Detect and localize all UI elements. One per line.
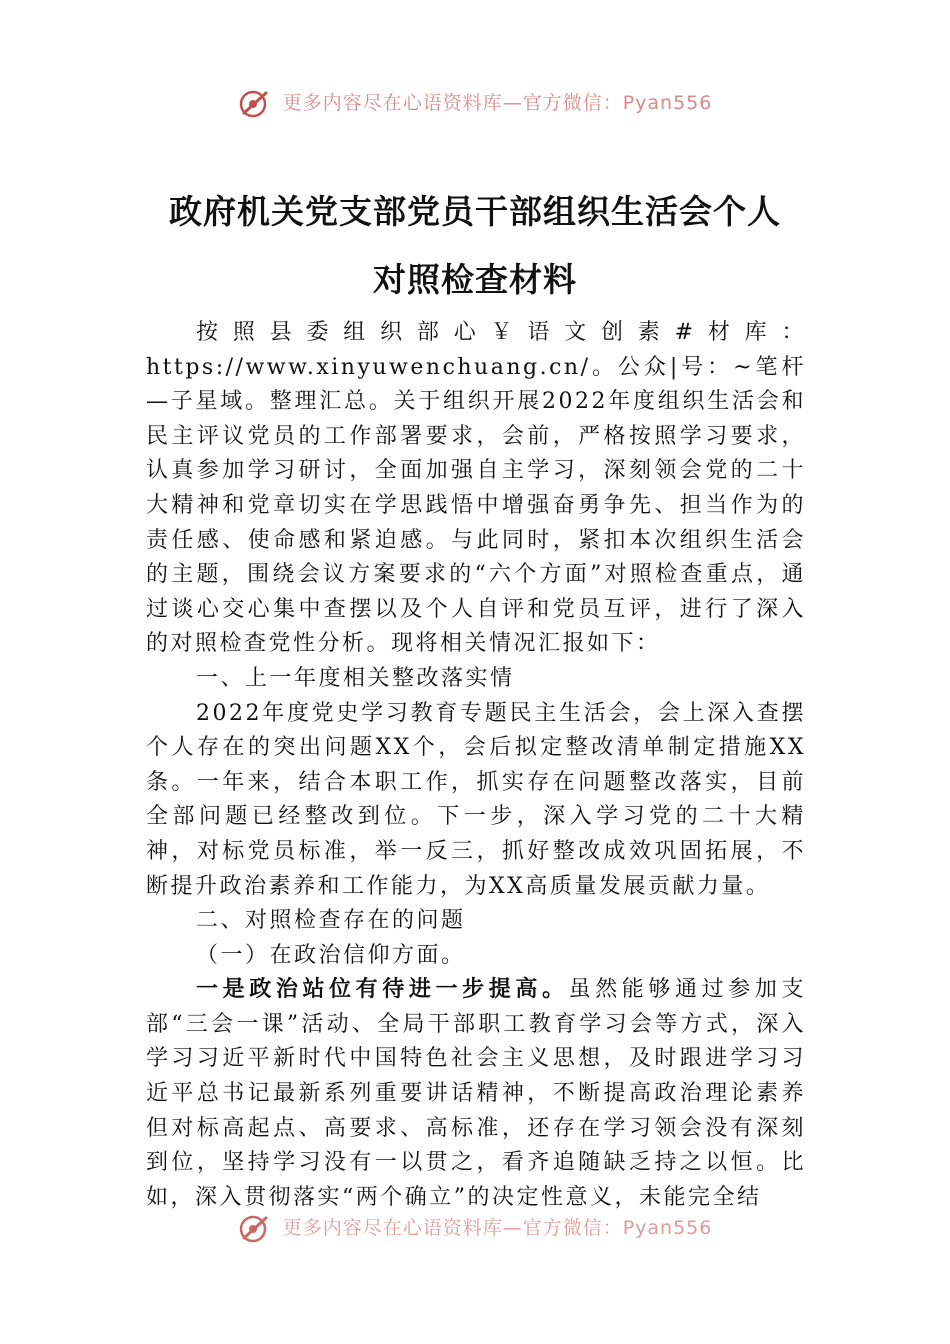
watermark-footer (0, 1213, 950, 1244)
document-title-line2: 对照检查材料 (373, 260, 577, 299)
brush-logo-icon (238, 89, 272, 119)
watermark-header (0, 88, 950, 119)
section1-heading: 一、上一年度相关整改落实情 (196, 665, 515, 691)
section2-heading: 二、对照检查存在的问题 (196, 908, 466, 934)
intro-paragraph: 按照县委组织部心￥语文创素#材库：https://www.xinyuwenchuang.cn/。公众|号：~笔杆—子星域。整理汇总。关于组织开展2022年度组织生活会和民主评议党员的工作部署要求，会前，严格按照学习要求，认真参加学习研讨，全面加强自主学习，深刻领会党的二十大精神和党章切实在学思践悟中增强奋勇争先、担当作为的责任感、使命感和紧迫感。与此同时，紧扣本次组织生活会的主题，围绕会议方案要求的“六个方面”对照检查重点，通过谈心交心集中查摆以及个人自评和党员互评，进行了深入的对照检查党性分析。现将相关情况汇报如下： (146, 320, 806, 657)
watermark-text: 更多内容尽在心语资料库—官方微信：Pyan556 (282, 1217, 713, 1239)
document-title-line1: 政府机关党支部党员干部组织生活会个人 (169, 192, 781, 231)
subsection1-heading: （一）在政治信仰方面。 (196, 942, 466, 968)
point1-paragraph (146, 973, 806, 1215)
watermark-text: 更多内容尽在心语资料库—官方微信：Pyan556 (282, 92, 713, 114)
point1-lead: 一是政治站位有待进一步提高。 (196, 977, 569, 1003)
point1-body: 虽然能够通过参加支部“三会一课”活动、全局干部职工教育学习会等方式，深入学习习近平新时代中国特色社会主义思想，及时跟进学习习近平总书记最新系列重要讲话精神，不断提高政治理论素养但对标高起点、高要求、高标准，还存在学习领会没有深刻到位，坚持学习没有一以贯之，看齐追随缺乏持之以恒。比如，深入贯彻落实“两个确立”的决定性意义，未能完全结 (146, 977, 806, 1210)
section1-paragraph: 2022年度党史学习教育专题民主生活会，会上深入查摆个人存在的突出问题XX个，会后拟定整改清单制定措施XX条。一年来，结合本职工作，抓实存在问题整改落实，目前全部问题已经整改到位。下一步，深入学习党的二十大精神，对标党员标准，举一反三，抓好整改成效巩固拓展，不断提升政治素养和工作能力，为XX高质量发展贡献力量。 (146, 700, 806, 899)
brush-logo-icon (238, 1214, 272, 1244)
document-body (146, 316, 806, 1215)
